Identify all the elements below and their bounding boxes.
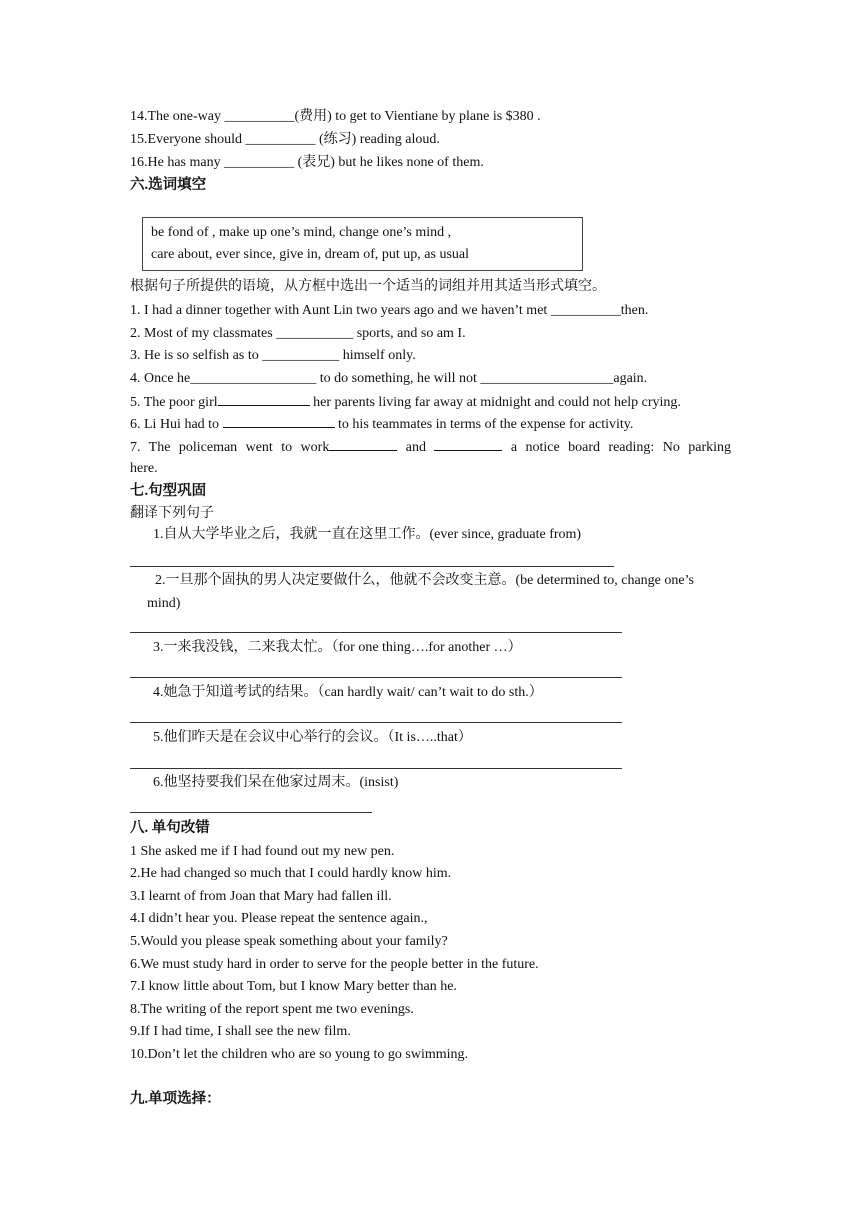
- translate-sentence-2-continued: mind): [147, 596, 181, 611]
- correction-item: 6.We must study hard in order to serve for the people better in the future.: [130, 957, 539, 972]
- translate-sentence-6: 6.他坚持要我们呆在他家过周末。(insist): [153, 775, 399, 790]
- section-6-heading: 六.选词填空: [130, 177, 207, 193]
- translate-sentence-5: 5.他们昨天是在会议中心举行的会议。（It is…..that）: [153, 730, 472, 745]
- translate-sentence-2: 2.一旦那个固执的男人决定要做什么，他就不会改变主意。(be determined to, change one’s: [155, 573, 694, 588]
- answer-line: [130, 768, 622, 769]
- question-15: 15.Everyone should __________ (练习) reading aloud.: [130, 132, 440, 147]
- fill-question-5-end: her parents living far away at midnight and could not help crying.: [309, 395, 681, 410]
- answer-line: [130, 812, 372, 813]
- fill-question-7-part-b: and: [405, 440, 426, 455]
- answer-blank: [329, 438, 397, 451]
- fill-question-6: [130, 415, 633, 434]
- fill-question-7: [130, 438, 731, 457]
- answer-blank: [223, 415, 335, 428]
- fill-question-6-start: 6. Li Hui had to: [130, 417, 223, 432]
- section-7-heading: 七.句型巩固: [130, 483, 207, 499]
- answer-blank: [434, 438, 502, 451]
- correction-item: 9.If I had time, I shall see the new film.: [130, 1024, 351, 1039]
- question-14: 14.The one-way __________(费用) to get to Vientiane by plane is $380 .: [130, 109, 541, 124]
- answer-blank: [218, 393, 310, 406]
- correction-item: 1 She asked me if I had found out my new pen.: [130, 844, 395, 859]
- fill-question-3: 3. He is so selfish as to ___________ himself only.: [130, 348, 416, 363]
- correction-item: 10.Don’t let the children who are so young to go swimming.: [130, 1047, 469, 1062]
- translate-sentence-4: 4.她急于知道考试的结果。（can hardly wait/ can’t wait to do sth.）: [153, 685, 543, 700]
- question-16: 16.He has many __________ (表兄) but he likes none of them.: [130, 155, 484, 170]
- phrase-box-line-1: be fond of , make up one’s mind, change one’s mind ,: [151, 225, 452, 240]
- translate-sentence-3: 3.一来我没钱，二来我太忙。（for one thing….for another …）: [153, 640, 522, 655]
- answer-line: [130, 722, 622, 723]
- answer-line: [130, 677, 622, 678]
- correction-item: 5.Would you please speak something about your family?: [130, 934, 448, 949]
- section-6-instruction: 根据句子所提供的语境，从方框中选出一个适当的词组并用其适当形式填空。: [130, 279, 606, 294]
- phrase-box: [142, 217, 583, 271]
- fill-question-7-part-a: 7. The policeman went to work: [130, 440, 330, 455]
- phrase-box-line-2: care about, ever since, give in, dream of, put up, as usual: [151, 247, 470, 262]
- fill-question-5-start: 5. The poor girl: [130, 395, 218, 410]
- answer-line: [130, 632, 622, 633]
- fill-question-5: [130, 393, 681, 412]
- fill-question-7-part-c: a notice board reading: No parking: [510, 440, 732, 455]
- section-7-instruction: 翻译下列句子: [130, 506, 214, 521]
- correction-item: 7.I know little about Tom, but I know Mary better than he.: [130, 979, 457, 994]
- section-8-heading: 八. 单句改错: [130, 820, 210, 836]
- answer-line: [130, 566, 614, 567]
- correction-item: 3.I learnt of from Joan that Mary had fallen ill.: [130, 889, 392, 904]
- translate-sentence-1: 1.自从大学毕业之后，我就一直在这里工作。(ever since, graduate from): [153, 527, 582, 542]
- correction-item: 2.He had changed so much that I could hardly know him.: [130, 866, 452, 881]
- fill-question-2: 2. Most of my classmates ___________ sports, and so am I.: [130, 326, 466, 341]
- correction-item: 8.The writing of the report spent me two evenings.: [130, 1002, 414, 1017]
- correction-item: 4.I didn’t hear you. Please repeat the sentence again.,: [130, 911, 428, 926]
- section-9-heading: 九.单项选择：: [130, 1091, 221, 1107]
- fill-question-7-continued: here.: [130, 461, 158, 476]
- fill-question-4: 4. Once he__________________ to do something, he will not ___________________again.: [130, 371, 648, 386]
- fill-question-6-end: to his teammates in terms of the expense for activity.: [334, 417, 634, 432]
- fill-question-1: 1. I had a dinner together with Aunt Lin two years ago and we haven’t met __________then.: [130, 303, 649, 318]
